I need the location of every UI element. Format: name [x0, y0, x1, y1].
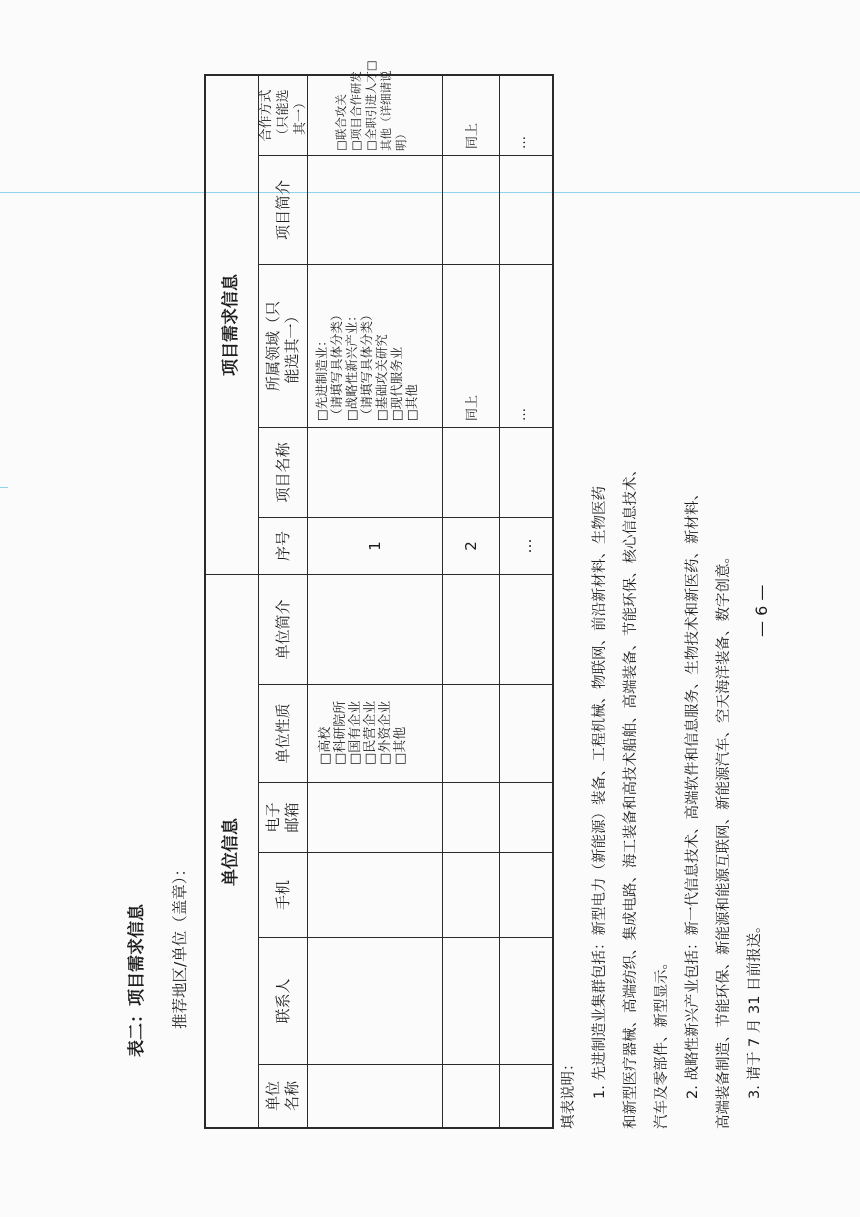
unit-type-option[interactable]: □外资企业 [378, 700, 393, 765]
header-seq: 序号 [273, 531, 292, 562]
header-contact: 联系人 [273, 978, 292, 1024]
recommend-label: 推荐地区/单位（盖章）： [171, 861, 189, 1029]
field-option[interactable]: □先进制造业： [314, 334, 329, 421]
notes-line: 1. 先进制造业集群包括：新型电力（新能源）装备、工程机械、物联网、前沿新材料、生物医药 [592, 486, 608, 1099]
unit-type-options [318, 701, 408, 765]
header-project-intro: 项目简介 [273, 180, 292, 241]
header-field: 所属领域（只能选其一） [264, 301, 301, 392]
header-project-name: 项目名称 [273, 442, 292, 503]
notes-line: 汽车及零部件、新型显示。 [654, 955, 670, 1129]
coop-option-note: 明） [394, 128, 408, 151]
header-unit-name: 单位名称 [264, 1081, 301, 1112]
notes-heading: 填表说明： [561, 1056, 577, 1129]
group-header-project: 项目需求信息 [220, 274, 241, 376]
header-coop: 合作方式（只能选其一） [258, 89, 308, 142]
coop-option[interactable]: □联合攻关 [334, 94, 348, 151]
coop-option[interactable]: □全职引进人才□ [364, 60, 378, 151]
field-option-note: （请填写具体分类） [329, 308, 344, 421]
unit-type-option[interactable]: □国有企业 [348, 700, 363, 765]
unit-type-option[interactable]: □科研院所 [333, 700, 348, 765]
field-option[interactable]: □现代服务业 [389, 346, 404, 421]
unit-type-option[interactable]: □民营企业 [363, 700, 378, 765]
notes-line: 2. 战略性新兴产业包括：新一代信息技术、高端软件和信息服务、生物技术和新医药、新材料、 [685, 486, 701, 1099]
requirement-table [204, 60, 554, 1129]
group-header-unit: 单位信息 [220, 818, 241, 886]
row1-seq: 1 [365, 541, 384, 551]
doc-title: 表二：项目需求信息 [127, 904, 147, 1057]
row2-seq: 2 [461, 541, 480, 551]
notes-line: 高端装备制造、节能环保、新能源和能源互联网、新能源汽车、空天海洋装备、数字创意。 [716, 549, 732, 1129]
unit-type-option[interactable]: □其他 [393, 726, 408, 765]
field-option-note: （请填写具体分类） [359, 308, 374, 421]
field-option[interactable]: □基础攻关研究 [374, 334, 389, 421]
header-phone: 手机 [273, 880, 292, 911]
notes-line: 和新型医疗器械、高端纺织、集成电路、海工装备和高技术船舶、高端装备、节能环保、核心信息技术、 [623, 462, 639, 1129]
header-unit-type: 单位性质 [273, 703, 292, 764]
coop-option[interactable]: □项目合作研发 [349, 71, 363, 151]
header-unit-intro: 单位简介 [273, 599, 292, 660]
fill-notes [554, 462, 771, 1129]
page-number: — 6 — [752, 584, 771, 637]
row2-field: 同上 [465, 394, 480, 421]
row3-coop: … [514, 136, 529, 149]
field-option[interactable]: □战略性新兴产业： [344, 309, 359, 421]
notes-line: 3. 请于 7 月 31 日前报送。 [747, 918, 763, 1099]
coop-option-note: 其他（详细请说 [379, 70, 393, 151]
coop-options [334, 60, 409, 151]
field-option[interactable]: □其他 [404, 384, 419, 421]
row2-coop: 同上 [465, 122, 480, 149]
row3-field: … [514, 408, 529, 421]
row3-seq: … [516, 538, 535, 554]
header-email: 电子邮箱 [264, 802, 301, 833]
field-options [314, 308, 419, 421]
unit-type-option[interactable]: □高校 [318, 726, 333, 765]
